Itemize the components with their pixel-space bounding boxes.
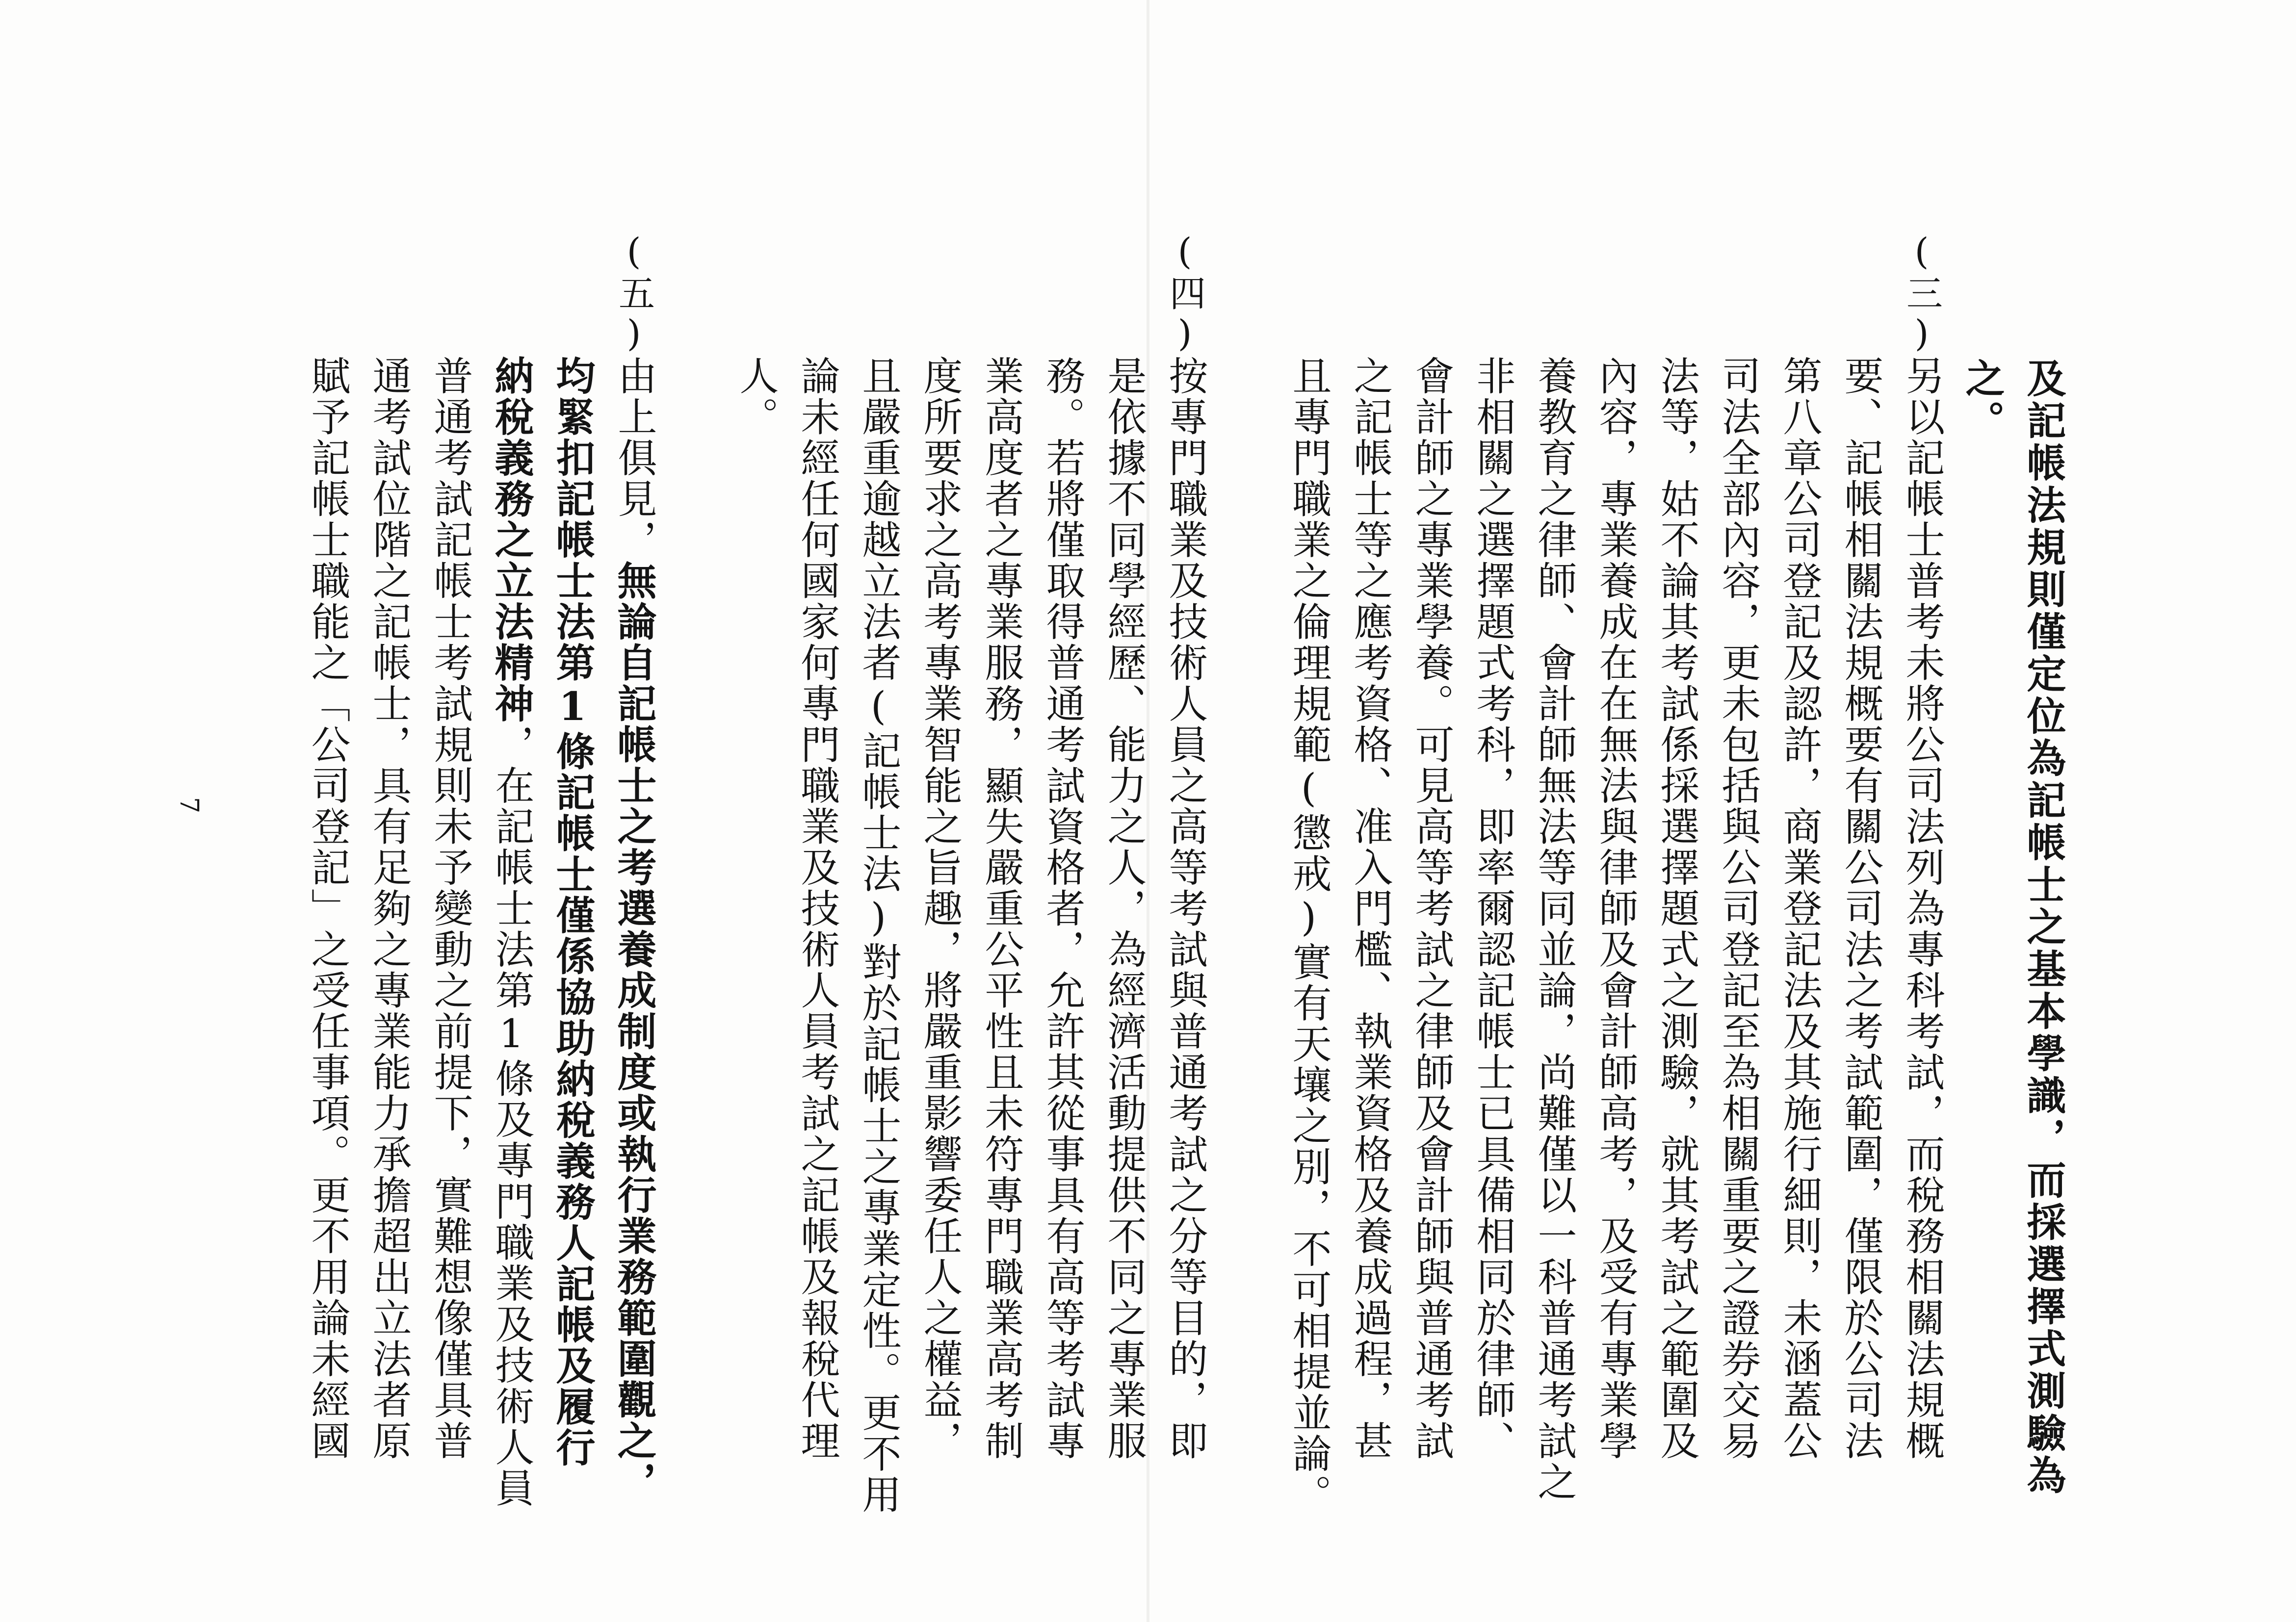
paragraph-line: 且嚴重逾越立法者(記帳士法)對於記帳士之專業定性。更不用	[856, 356, 901, 1515]
paragraph-line	[607, 356, 661, 1502]
paragraph-line: 業高度者之專業服務，顯失嚴重公平性且未符專門職業高考制	[978, 356, 1024, 1462]
paragraph-line: 內容，專業養成在在無法與律師及會計師高考，及受有專業學	[1592, 356, 1638, 1462]
page-number: 7	[174, 797, 204, 814]
paragraph-line: 司法全部內容，更未包括與公司登記至為相關重要之證券交易	[1715, 356, 1761, 1462]
paragraph-line: 是依據不同學經歷、能力之人，為經濟活動提供不同之專業服	[1101, 356, 1147, 1462]
heading-line-1: 及記帳法規則僅定位為記帳士之基本學識，而採選擇式測驗為	[2020, 358, 2066, 1497]
paragraph-line	[484, 356, 538, 1509]
paragraph-line: 且專門職業之倫理規範(懲戒)實有天壤之別，不可相提並論。	[1286, 356, 1331, 1515]
paragraph-line: 論未經任何國家何專門職業及技術人員考試之記帳及報稅代理	[794, 356, 840, 1462]
paragraph-line: 之記帳士等之應考資格、准入門檻、執業資格及養成過程，甚	[1347, 356, 1393, 1462]
text-run: 由上俱見，	[611, 356, 657, 561]
emphasis-text: 無論自記帳士之考選養成制度或執行業務範圍觀之，	[611, 560, 657, 1502]
paragraph-line: 養教育之律師、會計師無法等同並論，尚難僅以一科普通考試之	[1531, 356, 1577, 1502]
emphasis-line: 均緊扣記帳士法第1條記帳士僅係協助納稅義務人記帳及履行	[549, 356, 596, 1468]
paragraph-line: 第八章公司登記及認許，商業登記法及其施行細則，未涵蓋公	[1776, 356, 1822, 1462]
text-run: ，在記帳士法第1條及專門職業及技術人員	[489, 724, 534, 1509]
paragraph-line: 務。若將僅取得普通考試資格者，允許其從事具有高等考試專	[1040, 356, 1085, 1462]
emphasis-text: 納稅義務之立法精神	[488, 356, 534, 724]
paragraph-line: 要、記帳相關法規概要有關公司法之考試範圍，僅限於公司法	[1838, 356, 1883, 1462]
section-4-marker: (四)	[1164, 231, 1206, 357]
section-5-marker: (五)	[613, 231, 655, 357]
heading-line-2: 之。	[1959, 358, 2005, 442]
paragraph-line: 賦予記帳士職能之「公司登記」之受任事項。更不用論未經國	[305, 356, 350, 1462]
paragraph-line: 法等，姑不論其考試係採選擇題式之測驗，就其考試之範圍及	[1654, 356, 1699, 1462]
paragraph-line: 通考試位階之記帳士，具有足夠之專業能力承擔超出立法者原	[366, 356, 412, 1462]
paragraph-line: 另以記帳士普考未將公司法列為專科考試，而稅務相關法規概	[1899, 356, 1945, 1462]
paragraph-line: 人。	[733, 356, 779, 438]
paragraph-line: 普通考試記帳士考試規則未予變動之前提下，實難想像僅具普	[427, 356, 473, 1462]
paragraph-line: 按專門職業及技術人員之高等考試與普通考試之分等目的，即	[1162, 356, 1208, 1462]
paragraph-line: 非相關之選擇題式考科，即率爾認記帳士已具備相同於律師、	[1470, 356, 1515, 1462]
paragraph-line: 度所要求之高考專業智能之旨趣，將嚴重影響委任人之權益，	[917, 356, 963, 1462]
paragraph-line: 會計師之專業學養。可見高等考試之律師及會計師與普通考試	[1409, 356, 1454, 1462]
section-3-marker: (三)	[1901, 231, 1943, 357]
